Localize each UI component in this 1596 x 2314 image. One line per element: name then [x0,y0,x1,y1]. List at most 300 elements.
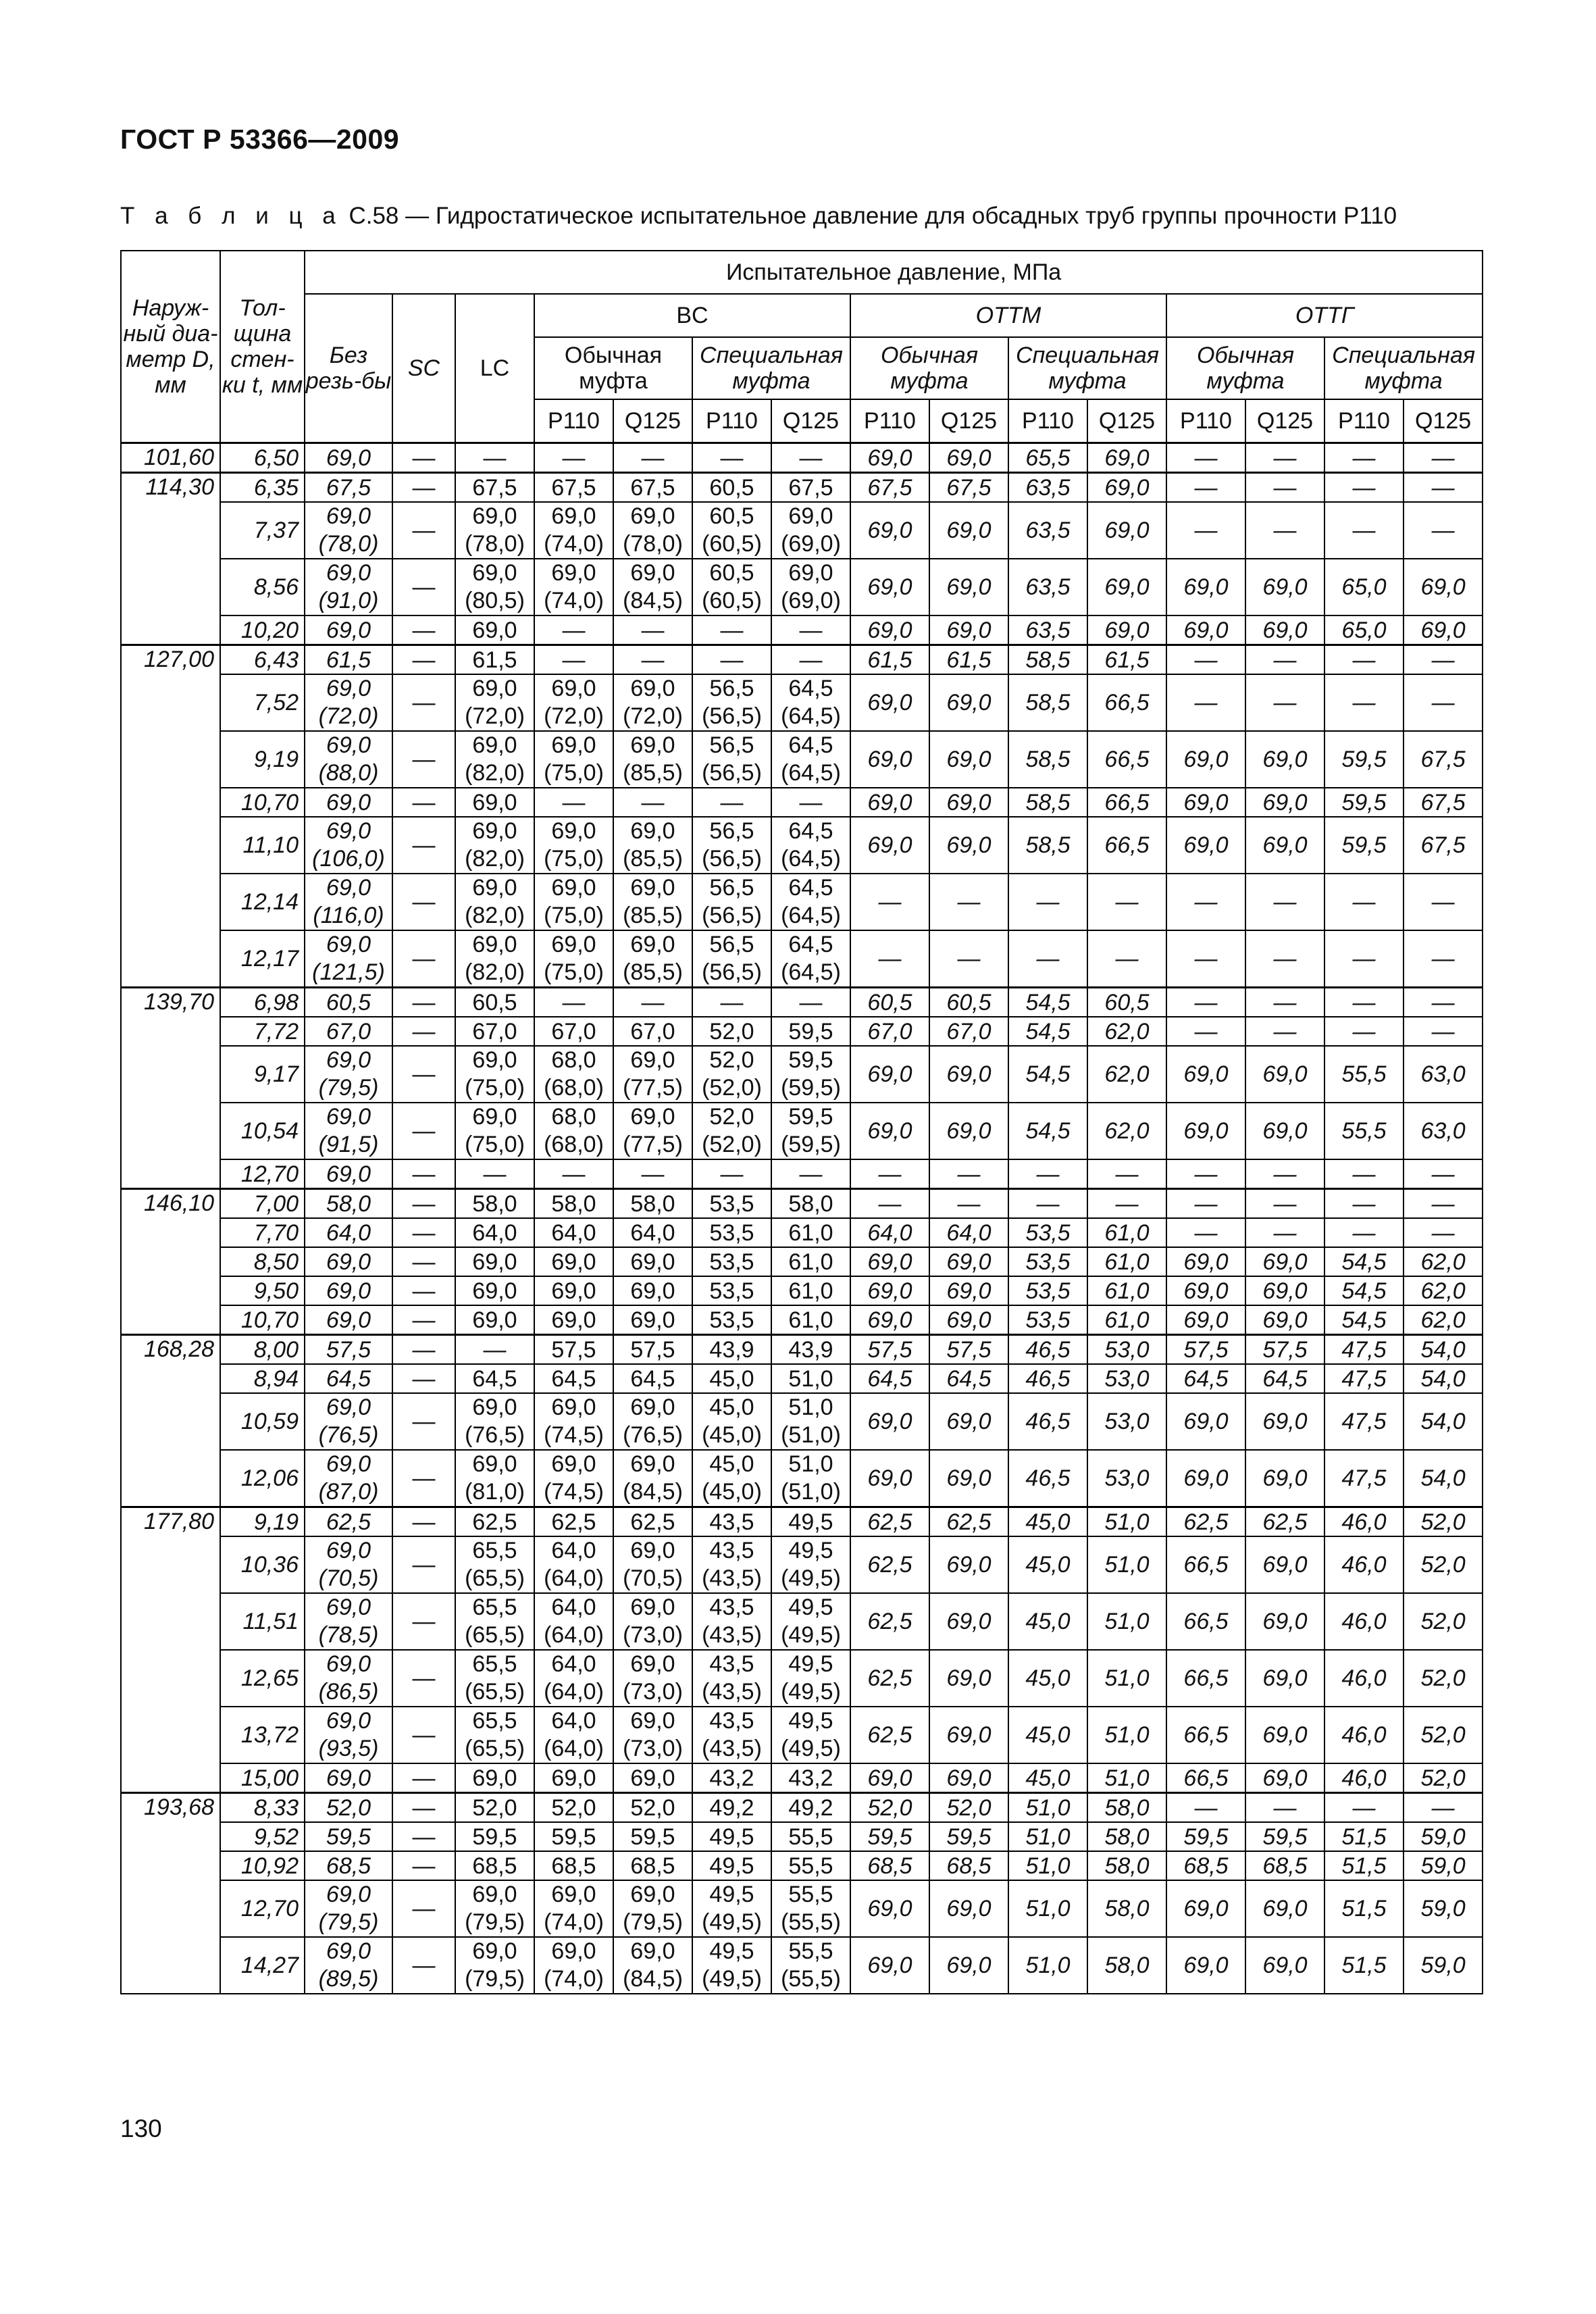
cell-pressure [534,674,613,731]
cell-pressure [534,1536,613,1593]
cell-pressure-alt: (64,5) [781,959,841,985]
cell-pressure: 69,0 [929,1763,1008,1793]
cell-pressure-main: 56,5 [709,932,754,957]
cell-pressure [305,817,392,874]
cell-pressure-main: 64,5 [788,932,833,957]
cell-pressure: — [392,1536,455,1593]
cell-pressure: — [1087,1159,1166,1189]
cell-pressure: 61,0 [1087,1276,1166,1305]
cell-pressure: — [1245,473,1324,503]
caption-text: С.58 — Гидростатическое испытательное давление для обсадных труб группы прочности Р110 [342,203,1397,229]
cell-pressure: — [1166,1793,1245,1823]
cell-pressure: 46,0 [1324,1650,1404,1707]
table-row [121,559,1483,615]
cell-pressure: 52,0 [613,1793,692,1823]
cell-pressure: 69,0 [305,615,392,645]
cell-pressure: — [1324,443,1404,473]
cell-pressure: 68,5 [534,1851,613,1880]
cell-pressure: — [850,930,929,988]
cell-pressure: 65,0 [1324,615,1404,645]
cell-pressure [771,1650,850,1707]
cell-pressure: 64,0 [534,1218,613,1247]
cell-pressure: 59,5 [1245,1822,1324,1851]
cell-pressure: 68,5 [305,1851,392,1880]
cell-wall-thickness: 11,51 [220,1593,305,1650]
cell-pressure: 43,2 [692,1763,771,1793]
cell-pressure: 69,0 [1404,615,1483,645]
cell-pressure: 69,0 [850,1046,929,1103]
cell-pressure: — [1245,645,1324,675]
cell-wall-thickness: 15,00 [220,1763,305,1793]
cell-pressure: 69,0 [929,1880,1008,1937]
cell-pressure: 69,0 [1166,1305,1245,1335]
cell-pressure: — [1245,1189,1324,1219]
cell-pressure-alt: (82,0) [465,846,525,872]
cell-pressure: 52,0 [692,1017,771,1046]
cell-pressure: — [392,1822,455,1851]
pressure-table [120,250,1483,1994]
cell-pressure: 69,0 [929,731,1008,788]
cell-pressure-alt: (45,0) [702,1479,762,1505]
cell-pressure-main: 69,0 [326,1651,371,1677]
cell-wall-thickness: 9,52 [220,1822,305,1851]
cell-pressure: 69,0 [1245,1247,1324,1276]
cell-pressure: 58,5 [1008,731,1087,788]
header-lc: LC [455,294,534,443]
cell-pressure: 51,5 [1324,1822,1404,1851]
cell-pressure [692,1450,771,1507]
table-row [121,1189,1483,1219]
cell-pressure [305,874,392,930]
cell-pressure: 63,5 [1008,502,1087,559]
cell-pressure: 61,0 [1087,1247,1166,1276]
cell-pressure: 69,0 [850,731,929,788]
cell-pressure: — [1324,1793,1404,1823]
table-row [121,1046,1483,1103]
cell-pressure [692,1103,771,1159]
cell-pressure: 64,0 [305,1218,392,1247]
table-row [121,874,1483,930]
cell-pressure [305,1450,392,1507]
cell-pressure: 69,0 [1087,443,1166,473]
cell-pressure: 59,5 [850,1822,929,1851]
cell-pressure: 69,0 [1245,1450,1324,1507]
header-grade: Q125 [613,399,692,443]
table-row [121,988,1483,1017]
header-grade: P110 [1166,399,1245,443]
cell-pressure [692,1937,771,1994]
cell-pressure: — [1245,988,1324,1017]
cell-pressure-main: 69,0 [472,875,517,901]
cell-pressure: — [392,988,455,1017]
cell-pressure: 69,0 [1245,1393,1324,1450]
cell-pressure: 62,5 [1245,1507,1324,1537]
cell-pressure: — [1166,1159,1245,1189]
table-row [121,1793,1483,1823]
cell-pressure: 62,0 [1404,1305,1483,1335]
cell-pressure: 61,0 [771,1305,850,1335]
cell-wall-thickness: 9,17 [220,1046,305,1103]
cell-pressure [692,1536,771,1593]
cell-pressure-alt: (73,0) [623,1736,683,1761]
cell-pressure: 49,5 [692,1851,771,1880]
cell-wall-thickness: 6,43 [220,645,305,675]
cell-pressure [771,1536,850,1593]
cell-pressure-main: 69,0 [326,1594,371,1620]
cell-pressure-alt: (116,0) [313,903,384,928]
cell-pressure: — [1245,874,1324,930]
cell-pressure-alt: (73,0) [623,1622,683,1648]
table-row [121,502,1483,559]
cell-pressure: 69,0 [1166,559,1245,615]
header-grade: P110 [692,399,771,443]
cell-pressure-alt: (56,5) [702,846,762,872]
cell-pressure: 49,5 [771,1507,850,1537]
cell-pressure-main: 64,5 [788,875,833,901]
cell-pressure: 64,5 [1166,1364,1245,1393]
cell-pressure-main: 69,0 [326,1451,371,1477]
cell-pressure [305,1707,392,1763]
cell-pressure-main: 69,0 [326,818,371,844]
table-row [121,1851,1483,1880]
cell-pressure: — [1008,874,1087,930]
cell-pressure: — [392,1880,455,1937]
cell-pressure: 54,0 [1404,1393,1483,1450]
cell-pressure: 51,0 [1087,1650,1166,1707]
cell-pressure: 60,5 [929,988,1008,1017]
cell-pressure: — [1166,930,1245,988]
cell-wall-thickness: 11,10 [220,817,305,874]
cell-pressure [534,930,613,988]
cell-pressure: — [771,443,850,473]
cell-pressure-alt: (49,5) [781,1622,841,1648]
cell-pressure: 69,0 [929,1393,1008,1450]
table-caption [120,203,1397,230]
cell-pressure: 62,5 [850,1536,929,1593]
cell-pressure [692,731,771,788]
cell-pressure: 59,0 [1404,1822,1483,1851]
cell-pressure [771,930,850,988]
cell-pressure-main: 64,5 [788,818,833,844]
cell-pressure: 69,0 [929,1247,1008,1276]
cell-pressure [613,1593,692,1650]
cell-pressure-alt: (49,5) [781,1736,841,1761]
cell-pressure: — [929,930,1008,988]
cell-pressure: 69,0 [1166,1450,1245,1507]
cell-pressure: 62,5 [1166,1507,1245,1537]
cell-pressure: 58,5 [1008,645,1087,675]
cell-pressure [534,874,613,930]
cell-pressure-alt: (52,0) [702,1132,762,1157]
caption-prefix: Т а б л и ц а [120,203,342,229]
cell-pressure-alt: (75,0) [465,1075,525,1101]
cell-pressure [692,1707,771,1763]
header-grade: Q125 [771,399,850,443]
cell-pressure-main: 69,0 [472,1394,517,1420]
cell-pressure: — [392,559,455,615]
cell-pressure-main: 69,0 [630,1651,675,1677]
table-row [121,1650,1483,1707]
cell-pressure: — [392,1650,455,1707]
cell-wall-thickness: 8,33 [220,1793,305,1823]
cell-pressure: 69,0 [929,1450,1008,1507]
cell-pressure-alt: (85,5) [623,760,683,786]
cell-pressure: 66,5 [1166,1763,1245,1793]
cell-pressure: 53,5 [1008,1218,1087,1247]
cell-pressure: 61,0 [771,1218,850,1247]
cell-pressure: 61,5 [850,645,929,675]
cell-pressure: — [1008,930,1087,988]
cell-pressure-alt: (75,0) [544,760,604,786]
cell-pressure: 63,5 [1008,559,1087,615]
cell-pressure: — [1404,874,1483,930]
cell-pressure: — [613,788,692,817]
cell-pressure: 66,5 [1166,1707,1245,1763]
cell-wall-thickness: 10,20 [220,615,305,645]
cell-wall-thickness: 12,06 [220,1450,305,1507]
cell-pressure [771,874,850,930]
cell-pressure: 69,0 [1166,788,1245,817]
cell-wall-thickness: 8,50 [220,1247,305,1276]
cell-pressure: 67,5 [534,473,613,503]
cell-pressure: — [1166,874,1245,930]
cell-pressure: — [534,1159,613,1189]
cell-pressure: 61,5 [929,645,1008,675]
cell-pressure: 59,5 [929,1822,1008,1851]
cell-pressure-main: 68,0 [551,1104,596,1130]
cell-pressure: 47,5 [1324,1364,1404,1393]
cell-pressure: 58,0 [305,1189,392,1219]
header-grade: Q125 [929,399,1008,443]
cell-pressure-main: 52,0 [709,1047,754,1073]
cell-pressure: 52,0 [1404,1593,1483,1650]
cell-pressure: 69,0 [534,1276,613,1305]
cell-pressure-main: 69,0 [326,1882,371,1907]
cell-pressure: 59,5 [455,1822,534,1851]
cell-pressure: 51,0 [1008,1937,1087,1994]
cell-pressure: — [1166,443,1245,473]
table-row [121,1103,1483,1159]
cell-pressure: 64,5 [613,1364,692,1393]
cell-pressure: 58,5 [1008,788,1087,817]
cell-wall-thickness: 12,70 [220,1880,305,1937]
cell-pressure-main: 69,0 [326,1538,371,1563]
cell-pressure [455,1880,534,1937]
cell-pressure: 58,0 [613,1189,692,1219]
cell-pressure: — [1404,1159,1483,1189]
cell-pressure: — [1404,473,1483,503]
cell-pressure: 67,5 [850,473,929,503]
cell-pressure: — [613,645,692,675]
cell-pressure: — [1087,1189,1166,1219]
table-row [121,615,1483,645]
cell-pressure-main: 51,0 [788,1451,833,1477]
cell-pressure-main: 69,0 [472,732,517,758]
cell-pressure-main: 43,5 [709,1651,754,1677]
cell-pressure-alt: (79,5) [465,1966,525,1992]
cell-pressure: 52,0 [1404,1707,1483,1763]
cell-pressure: — [1324,645,1404,675]
cell-pressure [692,930,771,988]
cell-pressure: 69,0 [1245,817,1324,874]
cell-pressure [534,502,613,559]
cell-pressure [305,1650,392,1707]
cell-pressure-alt: (69,0) [781,531,841,557]
cell-pressure: — [392,874,455,930]
cell-pressure: 69,0 [1166,817,1245,874]
cell-pressure-alt: (60,5) [702,588,762,613]
cell-pressure-alt: (75,0) [465,1132,525,1157]
cell-wall-thickness: 9,19 [220,1507,305,1537]
cell-pressure: — [392,1763,455,1793]
cell-pressure: 69,0 [305,1159,392,1189]
header-ottg-special: Специальная муфта [1324,337,1483,399]
cell-pressure [455,1593,534,1650]
cell-pressure: 69,0 [1245,788,1324,817]
cell-pressure-alt: (84,5) [623,1966,683,1992]
cell-pressure-main: 64,0 [551,1651,596,1677]
cell-pressure-alt: (79,5) [318,1075,379,1101]
cell-wall-thickness: 12,14 [220,874,305,930]
cell-pressure [534,1707,613,1763]
cell-pressure: 69,0 [929,1707,1008,1763]
cell-pressure: 51,0 [1087,1593,1166,1650]
cell-wall-thickness: 12,17 [220,930,305,988]
cell-pressure-main: 69,0 [630,1394,675,1420]
cell-pressure: 58,0 [1087,1793,1166,1823]
cell-pressure: 62,0 [1087,1017,1166,1046]
cell-pressure: — [1404,645,1483,675]
header-grade: Q125 [1245,399,1324,443]
cell-pressure: — [392,731,455,788]
cell-pressure: 69,0 [850,1937,929,1994]
cell-pressure-alt: (84,5) [623,1479,683,1505]
cell-pressure-main: 69,0 [326,1047,371,1073]
cell-pressure-main: 69,0 [630,932,675,957]
cell-pressure [534,731,613,788]
cell-pressure: 63,5 [1008,615,1087,645]
cell-pressure-alt: (56,5) [702,760,762,786]
cell-pressure: 64,5 [929,1364,1008,1393]
cell-pressure: 58,0 [1087,1851,1166,1880]
header-ottm-special: Специальная муфта [1008,337,1166,399]
cell-wall-thickness: 7,52 [220,674,305,731]
cell-pressure-alt: (59,5) [781,1132,841,1157]
cell-pressure: — [1324,1159,1404,1189]
cell-pressure: — [1324,1218,1404,1247]
cell-pressure: 66,5 [1087,817,1166,874]
cell-pressure: 69,0 [1245,559,1324,615]
cell-pressure-main: 43,5 [709,1594,754,1620]
cell-pressure-main: 69,0 [630,875,675,901]
table-row [121,1593,1483,1650]
cell-pressure: 53,5 [1008,1247,1087,1276]
cell-pressure: 69,0 [850,1276,929,1305]
cell-pressure-main: 59,5 [788,1047,833,1073]
cell-pressure: — [392,645,455,675]
header-sc: SC [392,294,455,443]
cell-pressure: — [929,1159,1008,1189]
cell-pressure: 59,0 [1404,1937,1483,1994]
table-row [121,817,1483,874]
cell-pressure [771,1880,850,1937]
cell-pressure [455,674,534,731]
cell-pressure: — [1245,502,1324,559]
cell-pressure [771,817,850,874]
table-row [121,1763,1483,1793]
cell-pressure-main: 69,0 [326,732,371,758]
header-ottg-regular: Обычная муфта [1166,337,1324,399]
cell-pressure-alt: (72,0) [623,703,683,729]
cell-pressure-main: 69,0 [630,1882,675,1907]
cell-pressure: 53,5 [692,1218,771,1247]
cell-pressure: 43,2 [771,1763,850,1793]
cell-pressure: 65,0 [1324,559,1404,615]
cell-pressure-main: 69,0 [630,1047,675,1073]
cell-pressure: 54,5 [1324,1247,1404,1276]
cell-pressure [455,1103,534,1159]
cell-pressure: 53,5 [1008,1305,1087,1335]
cell-pressure-alt: (49,5) [781,1679,841,1705]
table-row [121,1017,1483,1046]
cell-pressure: 69,0 [534,1763,613,1793]
cell-pressure: 49,2 [771,1793,850,1823]
cell-pressure-main: 69,0 [472,1047,517,1073]
cell-pressure-alt: (70,5) [623,1565,683,1591]
cell-pressure: — [1245,1793,1324,1823]
cell-pressure-main: 69,0 [472,818,517,844]
cell-wall-thickness: 10,70 [220,1305,305,1335]
cell-pressure: 51,0 [771,1364,850,1393]
cell-pressure: — [534,615,613,645]
cell-pressure-main: 69,0 [472,560,517,586]
cell-pressure: 69,0 [1166,1046,1245,1103]
cell-pressure: 69,0 [1166,1276,1245,1305]
cell-pressure-main: 69,0 [630,503,675,529]
cell-pressure [771,674,850,731]
cell-pressure [455,1536,534,1593]
cell-pressure: 62,0 [1404,1276,1483,1305]
cell-pressure: 52,0 [929,1793,1008,1823]
cell-pressure: 69,0 [850,1305,929,1335]
cell-pressure [455,1046,534,1103]
cell-pressure-alt: (49,5) [702,1966,762,1992]
cell-pressure: 69,0 [929,817,1008,874]
cell-pressure: 52,0 [534,1793,613,1823]
header-grade: Q125 [1087,399,1166,443]
cell-pressure: 66,5 [1087,788,1166,817]
cell-pressure: 68,5 [613,1851,692,1880]
cell-pressure: 54,0 [1404,1335,1483,1365]
cell-pressure: 67,5 [1404,788,1483,817]
cell-pressure [613,930,692,988]
cell-pressure: 54,0 [1404,1450,1483,1507]
cell-pressure-alt: (82,0) [465,760,525,786]
cell-pressure: 64,5 [305,1364,392,1393]
cell-pressure: 61,5 [455,645,534,675]
header-ottg: ОТТГ [1166,294,1483,337]
cell-pressure: 53,5 [692,1247,771,1276]
cell-pressure: — [534,645,613,675]
page-number: 130 [120,2115,162,2142]
cell-pressure [305,502,392,559]
cell-pressure: 67,5 [771,473,850,503]
cell-pressure: 59,5 [534,1822,613,1851]
cell-pressure: 47,5 [1324,1335,1404,1365]
cell-pressure-alt: (69,0) [781,588,841,613]
cell-pressure-main: 69,0 [326,676,371,701]
cell-pressure-main: 69,0 [326,875,371,901]
